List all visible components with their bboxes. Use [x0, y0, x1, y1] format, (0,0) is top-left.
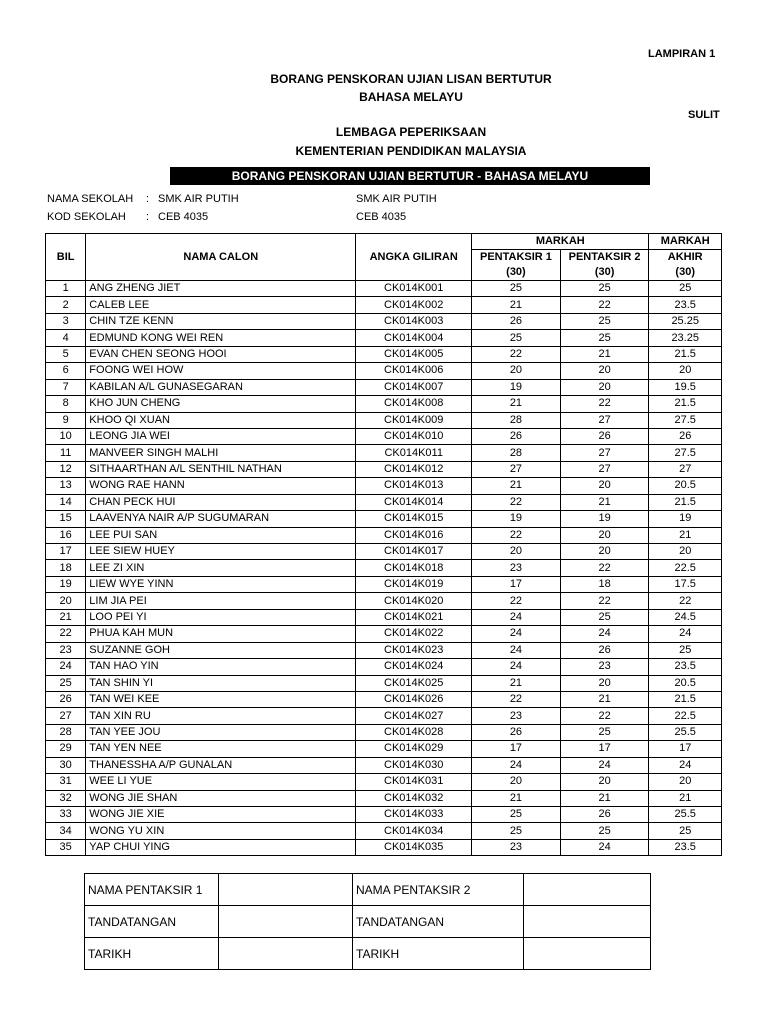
markah-akhir-cell: 21.5 — [649, 346, 722, 362]
pentaksir-1-cell: 21 — [472, 396, 561, 412]
bil-cell: 12 — [46, 461, 86, 477]
bil-cell: 18 — [46, 560, 86, 576]
angka-giliran-cell: CK014K013 — [356, 478, 472, 494]
markah-akhir-cell: 19.5 — [649, 379, 722, 395]
header-pentaksir-2: PENTAKSIR 2 — [560, 250, 649, 266]
pentaksir-2-cell: 20 — [560, 478, 649, 494]
pentaksir-1-cell: 21 — [472, 675, 561, 691]
table-row — [46, 412, 722, 428]
pentaksir-2-cell: 25 — [560, 823, 649, 839]
markah-akhir-cell: 26 — [649, 428, 722, 444]
pentaksir-1-cell: 23 — [472, 708, 561, 724]
pentaksir-2-cell: 26 — [560, 642, 649, 658]
angka-giliran-cell: CK014K017 — [356, 544, 472, 560]
pentaksir-2-cell: 19 — [560, 511, 649, 527]
nama-calon-cell: PHUA KAH MUN — [86, 626, 356, 642]
pentaksir-2-cell: 27 — [560, 445, 649, 461]
markah-akhir-cell: 22 — [649, 593, 722, 609]
nama-calon-cell: SUZANNE GOH — [86, 642, 356, 658]
pentaksir-2-cell: 20 — [560, 675, 649, 691]
pentaksir-1-cell: 19 — [472, 511, 561, 527]
markah-akhir-cell: 23.5 — [649, 297, 722, 313]
markah-akhir-cell: 25 — [649, 281, 722, 297]
nama-pentaksir-2-label: NAMA PENTAKSIR 2 — [353, 874, 524, 906]
nama-pentaksir-1-field[interactable] — [219, 874, 353, 906]
table-row — [46, 790, 722, 806]
pentaksir-1-cell: 21 — [472, 478, 561, 494]
header-angka-giliran: ANGKA GILIRAN — [356, 234, 472, 281]
nama-calon-cell: KABILAN A/L GUNASEGARAN — [86, 379, 356, 395]
nama-calon-cell: SITHAARTHAN A/L SENTHIL NATHAN — [86, 461, 356, 477]
nama-calon-cell: LEE PUI SAN — [86, 527, 356, 543]
table-row — [46, 428, 722, 444]
markah-akhir-cell: 21.5 — [649, 691, 722, 707]
nama-calon-cell: CHAN PECK HUI — [86, 494, 356, 510]
pentaksir-1-cell: 25 — [472, 281, 561, 297]
nama-calon-cell: TAN YEE JOU — [86, 724, 356, 740]
table-row — [46, 363, 722, 379]
pentaksir-1-cell: 28 — [472, 445, 561, 461]
lampiran-label: LAMPIRAN 1 — [648, 48, 716, 60]
angka-giliran-cell: CK014K022 — [356, 626, 472, 642]
angka-giliran-cell: CK014K008 — [356, 396, 472, 412]
form-banner: BORANG PENSKORAN UJIAN BERTUTUR - BAHASA MELAYU — [170, 167, 650, 185]
nama-calon-cell: KHOO QI XUAN — [86, 412, 356, 428]
angka-giliran-cell: CK014K030 — [356, 757, 472, 773]
pentaksir-2-cell: 24 — [560, 839, 649, 855]
table-row — [46, 741, 722, 757]
bil-cell: 22 — [46, 626, 86, 642]
nama-calon-cell: FOONG WEI HOW — [86, 363, 356, 379]
pentaksir-1-cell: 28 — [472, 412, 561, 428]
pentaksir-1-cell: 25 — [472, 330, 561, 346]
angka-giliran-cell: CK014K024 — [356, 659, 472, 675]
pentaksir-1-cell: 20 — [472, 363, 561, 379]
header-pentaksir-1: PENTAKSIR 1 — [472, 250, 561, 266]
pentaksir-1-cell: 23 — [472, 560, 561, 576]
bil-cell: 13 — [46, 478, 86, 494]
pentaksir-2-cell: 21 — [560, 790, 649, 806]
markah-akhir-cell: 20 — [649, 363, 722, 379]
bil-cell: 8 — [46, 396, 86, 412]
board-name-line2: KEMENTERIAN PENDIDIKAN MALAYSIA — [295, 144, 527, 158]
nama-pentaksir-2-field[interactable] — [524, 874, 651, 906]
table-row — [46, 396, 722, 412]
table-row — [46, 642, 722, 658]
bil-cell: 15 — [46, 511, 86, 527]
nama-calon-cell: LIEW WYE YINN — [86, 576, 356, 592]
score-table — [45, 233, 722, 856]
angka-giliran-cell: CK014K029 — [356, 741, 472, 757]
table-row — [46, 823, 722, 839]
angka-giliran-cell: CK014K021 — [356, 609, 472, 625]
nama-calon-cell: WONG JIE SHAN — [86, 790, 356, 806]
angka-giliran-cell: CK014K033 — [356, 807, 472, 823]
nama-calon-cell: TAN XIN RU — [86, 708, 356, 724]
pentaksir-1-cell: 21 — [472, 297, 561, 313]
bil-cell: 16 — [46, 527, 86, 543]
pentaksir-2-cell: 24 — [560, 626, 649, 642]
nama-calon-cell: WONG YU XIN — [86, 823, 356, 839]
board-name-line1: LEMBAGA PEPERIKSAAN — [335, 125, 487, 139]
bil-cell: 35 — [46, 839, 86, 855]
pentaksir-2-cell: 17 — [560, 741, 649, 757]
markah-akhir-cell: 21 — [649, 527, 722, 543]
markah-akhir-cell: 22.5 — [649, 708, 722, 724]
markah-akhir-cell: 23.5 — [649, 659, 722, 675]
markah-akhir-cell: 24.5 — [649, 609, 722, 625]
pentaksir-2-cell: 20 — [560, 527, 649, 543]
tandatangan-2-field[interactable] — [524, 906, 651, 938]
pentaksir-2-cell: 20 — [560, 379, 649, 395]
table-row — [46, 379, 722, 395]
pentaksir-1-cell: 25 — [472, 807, 561, 823]
pentaksir-1-cell: 17 — [472, 576, 561, 592]
pentaksir-1-cell: 20 — [472, 544, 561, 560]
table-row — [46, 313, 722, 329]
bil-cell: 2 — [46, 297, 86, 313]
angka-giliran-cell: CK014K023 — [356, 642, 472, 658]
nama-calon-cell: WONG JIE XIE — [86, 807, 356, 823]
pentaksir-1-cell: 26 — [472, 428, 561, 444]
nama-calon-cell: TAN WEI KEE — [86, 691, 356, 707]
tarikh-2-field[interactable] — [524, 938, 651, 970]
table-row — [46, 609, 722, 625]
pentaksir-2-cell: 20 — [560, 363, 649, 379]
header-markah-akhir-max: (30) — [649, 265, 722, 281]
angka-giliran-cell: CK014K020 — [356, 593, 472, 609]
markah-akhir-cell: 25.5 — [649, 724, 722, 740]
table-row — [46, 675, 722, 691]
table-row — [46, 708, 722, 724]
angka-giliran-cell: CK014K019 — [356, 576, 472, 592]
table-row — [46, 576, 722, 592]
markah-akhir-cell: 23.5 — [649, 839, 722, 855]
nama-calon-cell: LEONG JIA WEI — [86, 428, 356, 444]
markah-akhir-cell: 25 — [649, 642, 722, 658]
angka-giliran-cell: CK014K010 — [356, 428, 472, 444]
angka-giliran-cell: CK014K009 — [356, 412, 472, 428]
pentaksir-2-cell: 21 — [560, 691, 649, 707]
bil-cell: 3 — [46, 313, 86, 329]
table-row — [46, 626, 722, 642]
markah-akhir-cell: 25.25 — [649, 313, 722, 329]
pentaksir-2-cell: 20 — [560, 774, 649, 790]
bil-cell: 9 — [46, 412, 86, 428]
markah-akhir-cell: 17.5 — [649, 576, 722, 592]
markah-akhir-cell: 21.5 — [649, 396, 722, 412]
pentaksir-1-cell: 24 — [472, 626, 561, 642]
angka-giliran-cell: CK014K034 — [356, 823, 472, 839]
bil-cell: 19 — [46, 576, 86, 592]
angka-giliran-cell: CK014K004 — [356, 330, 472, 346]
angka-giliran-cell: CK014K035 — [356, 839, 472, 855]
bil-cell: 34 — [46, 823, 86, 839]
pentaksir-2-cell: 26 — [560, 428, 649, 444]
school-name-value-2: SMK AIR PUTIH — [356, 193, 437, 205]
nama-calon-cell: YAP CHUI YING — [86, 839, 356, 855]
pentaksir-1-cell: 22 — [472, 494, 561, 510]
markah-akhir-cell: 25 — [649, 823, 722, 839]
table-row — [46, 544, 722, 560]
pentaksir-1-cell: 23 — [472, 839, 561, 855]
bil-cell: 28 — [46, 724, 86, 740]
pentaksir-1-cell: 21 — [472, 790, 561, 806]
bil-cell: 14 — [46, 494, 86, 510]
score-table-body — [46, 281, 722, 856]
pentaksir-2-cell: 22 — [560, 396, 649, 412]
header-nama-calon: NAMA CALON — [86, 234, 356, 281]
pentaksir-1-cell: 17 — [472, 741, 561, 757]
nama-calon-cell: LEE ZI XIN — [86, 560, 356, 576]
bil-cell: 17 — [46, 544, 86, 560]
table-row — [46, 346, 722, 362]
pentaksir-2-cell: 22 — [560, 560, 649, 576]
markah-akhir-cell: 27.5 — [649, 445, 722, 461]
bil-cell: 1 — [46, 281, 86, 297]
markah-akhir-cell: 24 — [649, 626, 722, 642]
pentaksir-1-cell: 26 — [472, 724, 561, 740]
nama-calon-cell: TAN YEN NEE — [86, 741, 356, 757]
nama-calon-cell: EVAN CHEN SEONG HOOI — [86, 346, 356, 362]
table-row — [46, 757, 722, 773]
angka-giliran-cell: CK014K002 — [356, 297, 472, 313]
bil-cell: 29 — [46, 741, 86, 757]
tarikh-2-label: TARIKH — [353, 938, 524, 970]
pentaksir-1-cell: 27 — [472, 461, 561, 477]
angka-giliran-cell: CK014K012 — [356, 461, 472, 477]
header-markah: MARKAH — [472, 234, 649, 250]
bil-cell: 23 — [46, 642, 86, 658]
pentaksir-1-cell: 22 — [472, 593, 561, 609]
pentaksir-2-cell: 21 — [560, 346, 649, 362]
angka-giliran-cell: CK014K031 — [356, 774, 472, 790]
table-row — [46, 839, 722, 855]
angka-giliran-cell: CK014K006 — [356, 363, 472, 379]
nama-calon-cell: LOO PEI YI — [86, 609, 356, 625]
bil-cell: 25 — [46, 675, 86, 691]
pentaksir-2-cell: 25 — [560, 313, 649, 329]
tandatangan-1-field[interactable] — [219, 906, 353, 938]
bil-cell: 20 — [46, 593, 86, 609]
angka-giliran-cell: CK014K014 — [356, 494, 472, 510]
pentaksir-1-cell: 22 — [472, 527, 561, 543]
table-row — [46, 281, 722, 297]
markah-akhir-cell: 20.5 — [649, 675, 722, 691]
angka-giliran-cell: CK014K003 — [356, 313, 472, 329]
bil-cell: 27 — [46, 708, 86, 724]
pentaksir-2-cell: 22 — [560, 297, 649, 313]
school-code-value: CEB 4035 — [158, 211, 209, 223]
markah-akhir-cell: 27.5 — [649, 412, 722, 428]
school-name-value: SMK AIR PUTIH — [158, 193, 239, 205]
pentaksir-1-cell: 20 — [472, 774, 561, 790]
pentaksir-1-cell: 25 — [472, 823, 561, 839]
markah-akhir-cell: 27 — [649, 461, 722, 477]
pentaksir-2-cell: 22 — [560, 593, 649, 609]
markah-akhir-cell: 21 — [649, 790, 722, 806]
bil-cell: 31 — [46, 774, 86, 790]
nama-pentaksir-1-label: NAMA PENTAKSIR 1 — [85, 874, 219, 906]
markah-akhir-cell: 20.5 — [649, 478, 722, 494]
table-row — [46, 807, 722, 823]
nama-calon-cell: LAAVENYA NAIR A/P SUGUMARAN — [86, 511, 356, 527]
pentaksir-2-cell: 21 — [560, 494, 649, 510]
angka-giliran-cell: CK014K027 — [356, 708, 472, 724]
angka-giliran-cell: CK014K025 — [356, 675, 472, 691]
table-row — [46, 527, 722, 543]
angka-giliran-cell: CK014K015 — [356, 511, 472, 527]
pentaksir-1-cell: 24 — [472, 609, 561, 625]
school-code-value-2: CEB 4035 — [356, 211, 407, 223]
nama-calon-cell: ANG ZHENG JIET — [86, 281, 356, 297]
angka-giliran-cell: CK014K032 — [356, 790, 472, 806]
bil-cell: 30 — [46, 757, 86, 773]
markah-akhir-cell: 25.5 — [649, 807, 722, 823]
markah-akhir-cell: 22.5 — [649, 560, 722, 576]
pentaksir-2-cell: 27 — [560, 461, 649, 477]
signature-table — [84, 873, 651, 970]
tandatangan-2-label: TANDATANGAN — [353, 906, 524, 938]
table-row — [46, 560, 722, 576]
bil-cell: 33 — [46, 807, 86, 823]
markah-akhir-cell: 23.25 — [649, 330, 722, 346]
pentaksir-1-cell: 24 — [472, 642, 561, 658]
pentaksir-2-cell: 24 — [560, 757, 649, 773]
pentaksir-2-cell: 25 — [560, 281, 649, 297]
nama-calon-cell: LEE SIEW HUEY — [86, 544, 356, 560]
header-pentaksir-2-max: (30) — [560, 265, 649, 281]
nama-calon-cell: WEE LI YUE — [86, 774, 356, 790]
table-row — [46, 494, 722, 510]
pentaksir-1-cell: 26 — [472, 313, 561, 329]
angka-giliran-cell: CK014K026 — [356, 691, 472, 707]
table-row — [46, 691, 722, 707]
nama-calon-cell: CHIN TZE KENN — [86, 313, 356, 329]
pentaksir-1-cell: 22 — [472, 691, 561, 707]
table-row — [46, 593, 722, 609]
tarikh-1-label: TARIKH — [85, 938, 219, 970]
bil-cell: 21 — [46, 609, 86, 625]
markah-akhir-cell: 24 — [649, 757, 722, 773]
angka-giliran-cell: CK014K011 — [356, 445, 472, 461]
header-markah-akhir-line2: AKHIR — [649, 250, 722, 266]
pentaksir-2-cell: 25 — [560, 330, 649, 346]
table-row — [46, 774, 722, 790]
nama-calon-cell: TAN SHIN YI — [86, 675, 356, 691]
table-row — [46, 511, 722, 527]
school-code-colon: : — [146, 211, 150, 223]
header-pentaksir-1-max: (30) — [472, 265, 561, 281]
bil-cell: 24 — [46, 659, 86, 675]
pentaksir-2-cell: 26 — [560, 807, 649, 823]
table-row — [46, 330, 722, 346]
pentaksir-2-cell: 27 — [560, 412, 649, 428]
pentaksir-2-cell: 23 — [560, 659, 649, 675]
tandatangan-1-label: TANDATANGAN — [85, 906, 219, 938]
nama-calon-cell: CALEB LEE — [86, 297, 356, 313]
angka-giliran-cell: CK014K016 — [356, 527, 472, 543]
angka-giliran-cell: CK014K018 — [356, 560, 472, 576]
bil-cell: 10 — [46, 428, 86, 444]
nama-calon-cell: LIM JIA PEI — [86, 593, 356, 609]
pentaksir-2-cell: 25 — [560, 724, 649, 740]
form-title-line1: BORANG PENSKORAN UJIAN LISAN BERTUTUR — [270, 72, 552, 86]
bil-cell: 4 — [46, 330, 86, 346]
pentaksir-1-cell: 19 — [472, 379, 561, 395]
nama-calon-cell: KHO JUN CHENG — [86, 396, 356, 412]
bil-cell: 6 — [46, 363, 86, 379]
nama-calon-cell: MANVEER SINGH MALHI — [86, 445, 356, 461]
sulit-label: SULIT — [688, 109, 720, 121]
pentaksir-1-cell: 24 — [472, 757, 561, 773]
angka-giliran-cell: CK014K007 — [356, 379, 472, 395]
angka-giliran-cell: CK014K001 — [356, 281, 472, 297]
school-code-label: KOD SEKOLAH — [47, 211, 126, 223]
nama-calon-cell: WONG RAE HANN — [86, 478, 356, 494]
school-name-label: NAMA SEKOLAH — [47, 193, 134, 205]
bil-cell: 26 — [46, 691, 86, 707]
angka-giliran-cell: CK014K005 — [356, 346, 472, 362]
pentaksir-1-cell: 24 — [472, 659, 561, 675]
pentaksir-1-cell: 22 — [472, 346, 561, 362]
header-markah-akhir-line1: MARKAH — [649, 234, 722, 250]
bil-cell: 11 — [46, 445, 86, 461]
table-row — [46, 724, 722, 740]
pentaksir-2-cell: 22 — [560, 708, 649, 724]
markah-akhir-cell: 20 — [649, 774, 722, 790]
form-title-line2: BAHASA MELAYU — [359, 90, 463, 104]
nama-calon-cell: EDMUND KONG WEI REN — [86, 330, 356, 346]
angka-giliran-cell: CK014K028 — [356, 724, 472, 740]
table-row — [46, 461, 722, 477]
pentaksir-2-cell: 25 — [560, 609, 649, 625]
table-row — [46, 478, 722, 494]
table-row — [46, 659, 722, 675]
markah-akhir-cell: 19 — [649, 511, 722, 527]
tarikh-1-field[interactable] — [219, 938, 353, 970]
markah-akhir-cell: 20 — [649, 544, 722, 560]
nama-calon-cell: TAN HAO YIN — [86, 659, 356, 675]
bil-cell: 7 — [46, 379, 86, 395]
table-row — [46, 445, 722, 461]
header-bil: BIL — [46, 234, 86, 281]
markah-akhir-cell: 17 — [649, 741, 722, 757]
markah-akhir-cell: 21.5 — [649, 494, 722, 510]
nama-calon-cell: THANESSHA A/P GUNALAN — [86, 757, 356, 773]
bil-cell: 5 — [46, 346, 86, 362]
bil-cell: 32 — [46, 790, 86, 806]
school-name-colon: : — [146, 193, 150, 205]
table-row — [46, 297, 722, 313]
pentaksir-2-cell: 20 — [560, 544, 649, 560]
pentaksir-2-cell: 18 — [560, 576, 649, 592]
